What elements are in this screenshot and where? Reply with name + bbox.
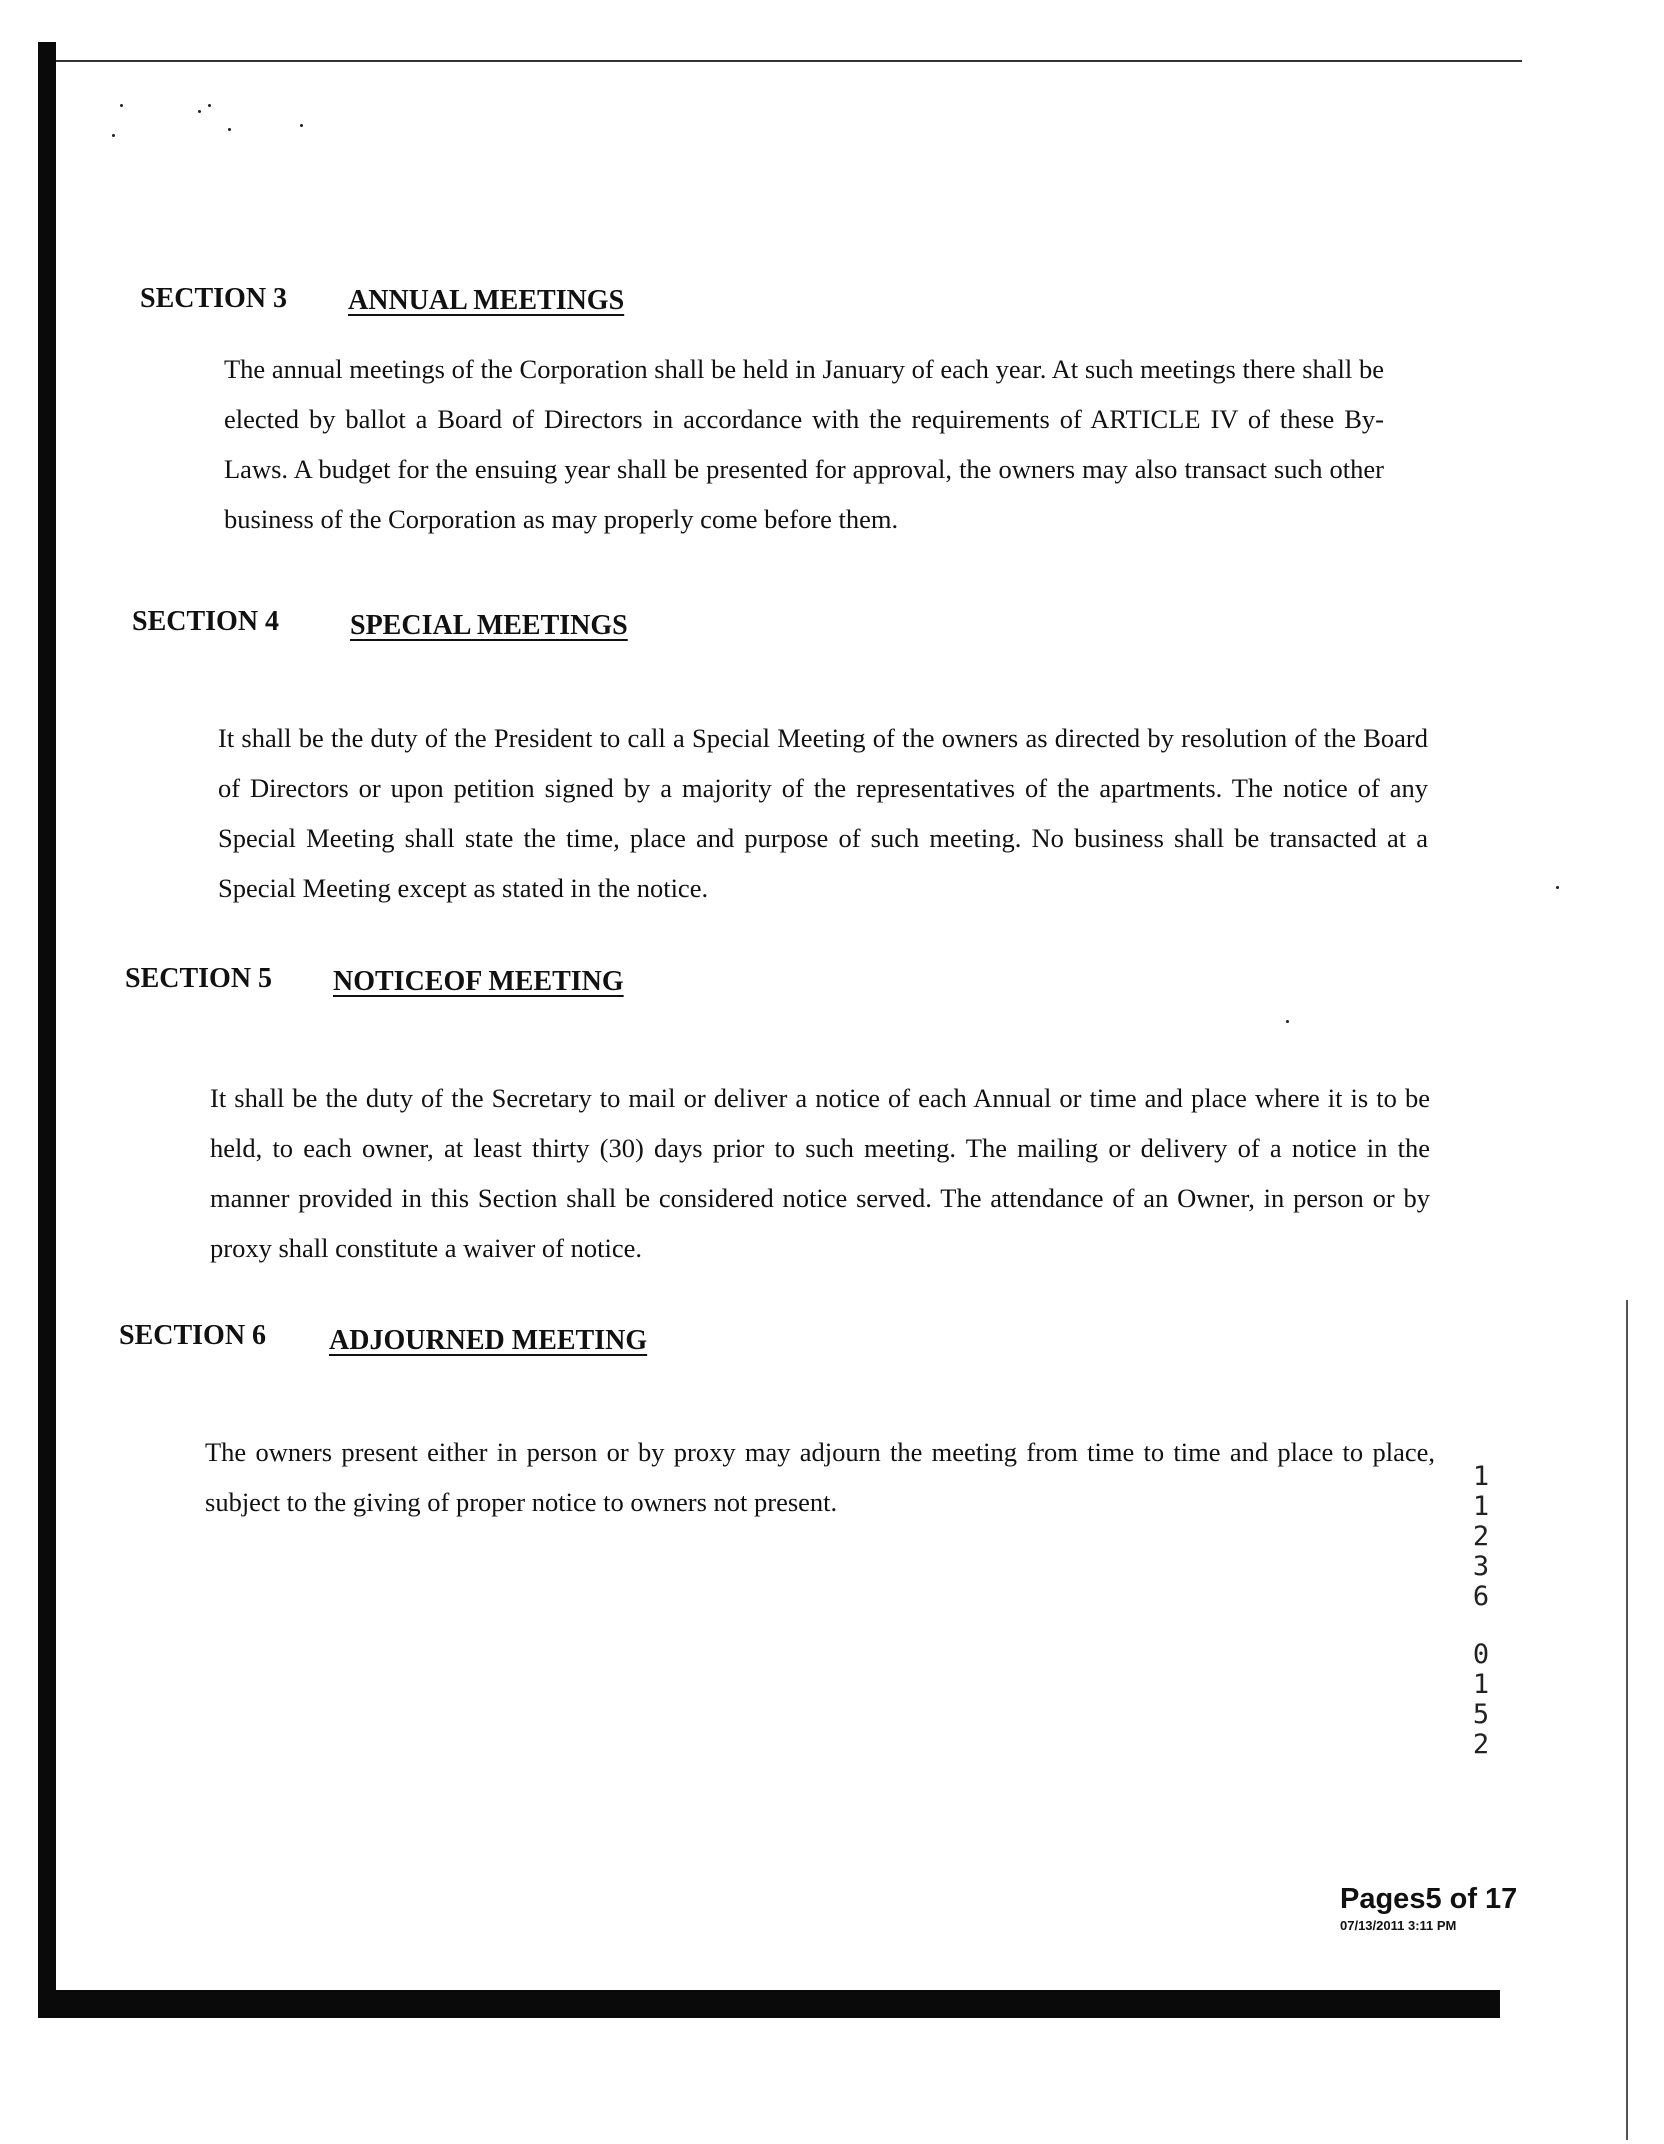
section-3-title: ANNUAL MEETINGS xyxy=(348,285,625,316)
scan-speck xyxy=(120,104,123,107)
section-6-heading xyxy=(119,1320,266,1352)
section-number: SECTION 4 xyxy=(132,606,280,637)
scan-speck xyxy=(1556,886,1559,889)
stamp-digit: 5 xyxy=(1472,1699,1490,1730)
section-5-title: NOTICEOF MEETING xyxy=(333,966,624,997)
stamp-digit: 3 xyxy=(1472,1551,1490,1582)
scan-left-border xyxy=(38,42,56,2002)
section-number: SECTION 3 xyxy=(140,283,288,314)
scan-bottom-border xyxy=(38,1990,1500,2018)
scan-speck xyxy=(208,104,211,107)
scan-speck xyxy=(228,128,231,131)
section-5-body: It shall be the duty of the Secretary to mail or deliver a notice of each Annual or time and place where it is to be held, to each owner, at least thirty (30) days prior to such meeting. The mailing or delivery of a notice in the manner provided in this Section shall be considered notice served. The attendance of an Owner, in person or by proxy shall constitute a waiver of notice. xyxy=(210,1083,1430,1263)
print-timestamp: 07/13/2011 3:11 PM xyxy=(1340,1918,1457,1933)
document-stamp-number xyxy=(1468,1462,1494,1760)
section-6-body: The owners present either in person or by proxy may adjourn the meeting from time to time and place to place, subject to the giving of proper notice to owners not present. xyxy=(205,1437,1435,1517)
page-number: Pages5 of 17 xyxy=(1340,1883,1518,1915)
scan-speck xyxy=(198,110,201,113)
stamp-digit: 1 xyxy=(1472,1461,1490,1492)
stamp-gap xyxy=(1468,1612,1494,1640)
section-5-heading xyxy=(125,963,272,995)
scan-right-edge xyxy=(1626,1300,1628,2140)
stamp-digit: 6 xyxy=(1472,1581,1490,1612)
stamp-digit: 2 xyxy=(1472,1521,1490,1552)
scan-speck xyxy=(300,124,303,127)
scan-speck xyxy=(1286,1020,1289,1023)
scan-speck xyxy=(112,134,115,137)
section-4-body: It shall be the duty of the President to call a Special Meeting of the owners as directed by resolution of the Board of Directors or upon petition signed by a majority of the representatives of the apartments. The notice of any Special Meeting shall state the time, place and purpose of such meeting. No business shall be transacted at a Special Meeting except as stated in the notice. xyxy=(218,723,1428,903)
stamp-digit: 1 xyxy=(1472,1491,1490,1522)
section-6-title: ADJOURNED MEETING xyxy=(329,1325,648,1356)
section-3-heading xyxy=(140,283,287,315)
stamp-digit: 1 xyxy=(1472,1669,1490,1700)
section-number: SECTION 5 xyxy=(125,963,273,994)
section-4-heading xyxy=(132,606,279,638)
section-number: SECTION 6 xyxy=(119,1320,267,1351)
stamp-digit: 0 xyxy=(1472,1639,1490,1670)
section-3-body: The annual meetings of the Corporation shall be held in January of each year. At such meetings there shall be elected by ballot a Board of Directors in accordance with the requirements of ARTICLE IV of these By-Laws. A budget for the ensuing year shall be presented for approval, the owners may also transact such other business of the Corporation as may properly come before them. xyxy=(224,354,1384,534)
scan-top-rule xyxy=(56,60,1522,62)
section-4-title: SPECIAL MEETINGS xyxy=(350,610,628,641)
stamp-digit: 2 xyxy=(1472,1729,1490,1760)
